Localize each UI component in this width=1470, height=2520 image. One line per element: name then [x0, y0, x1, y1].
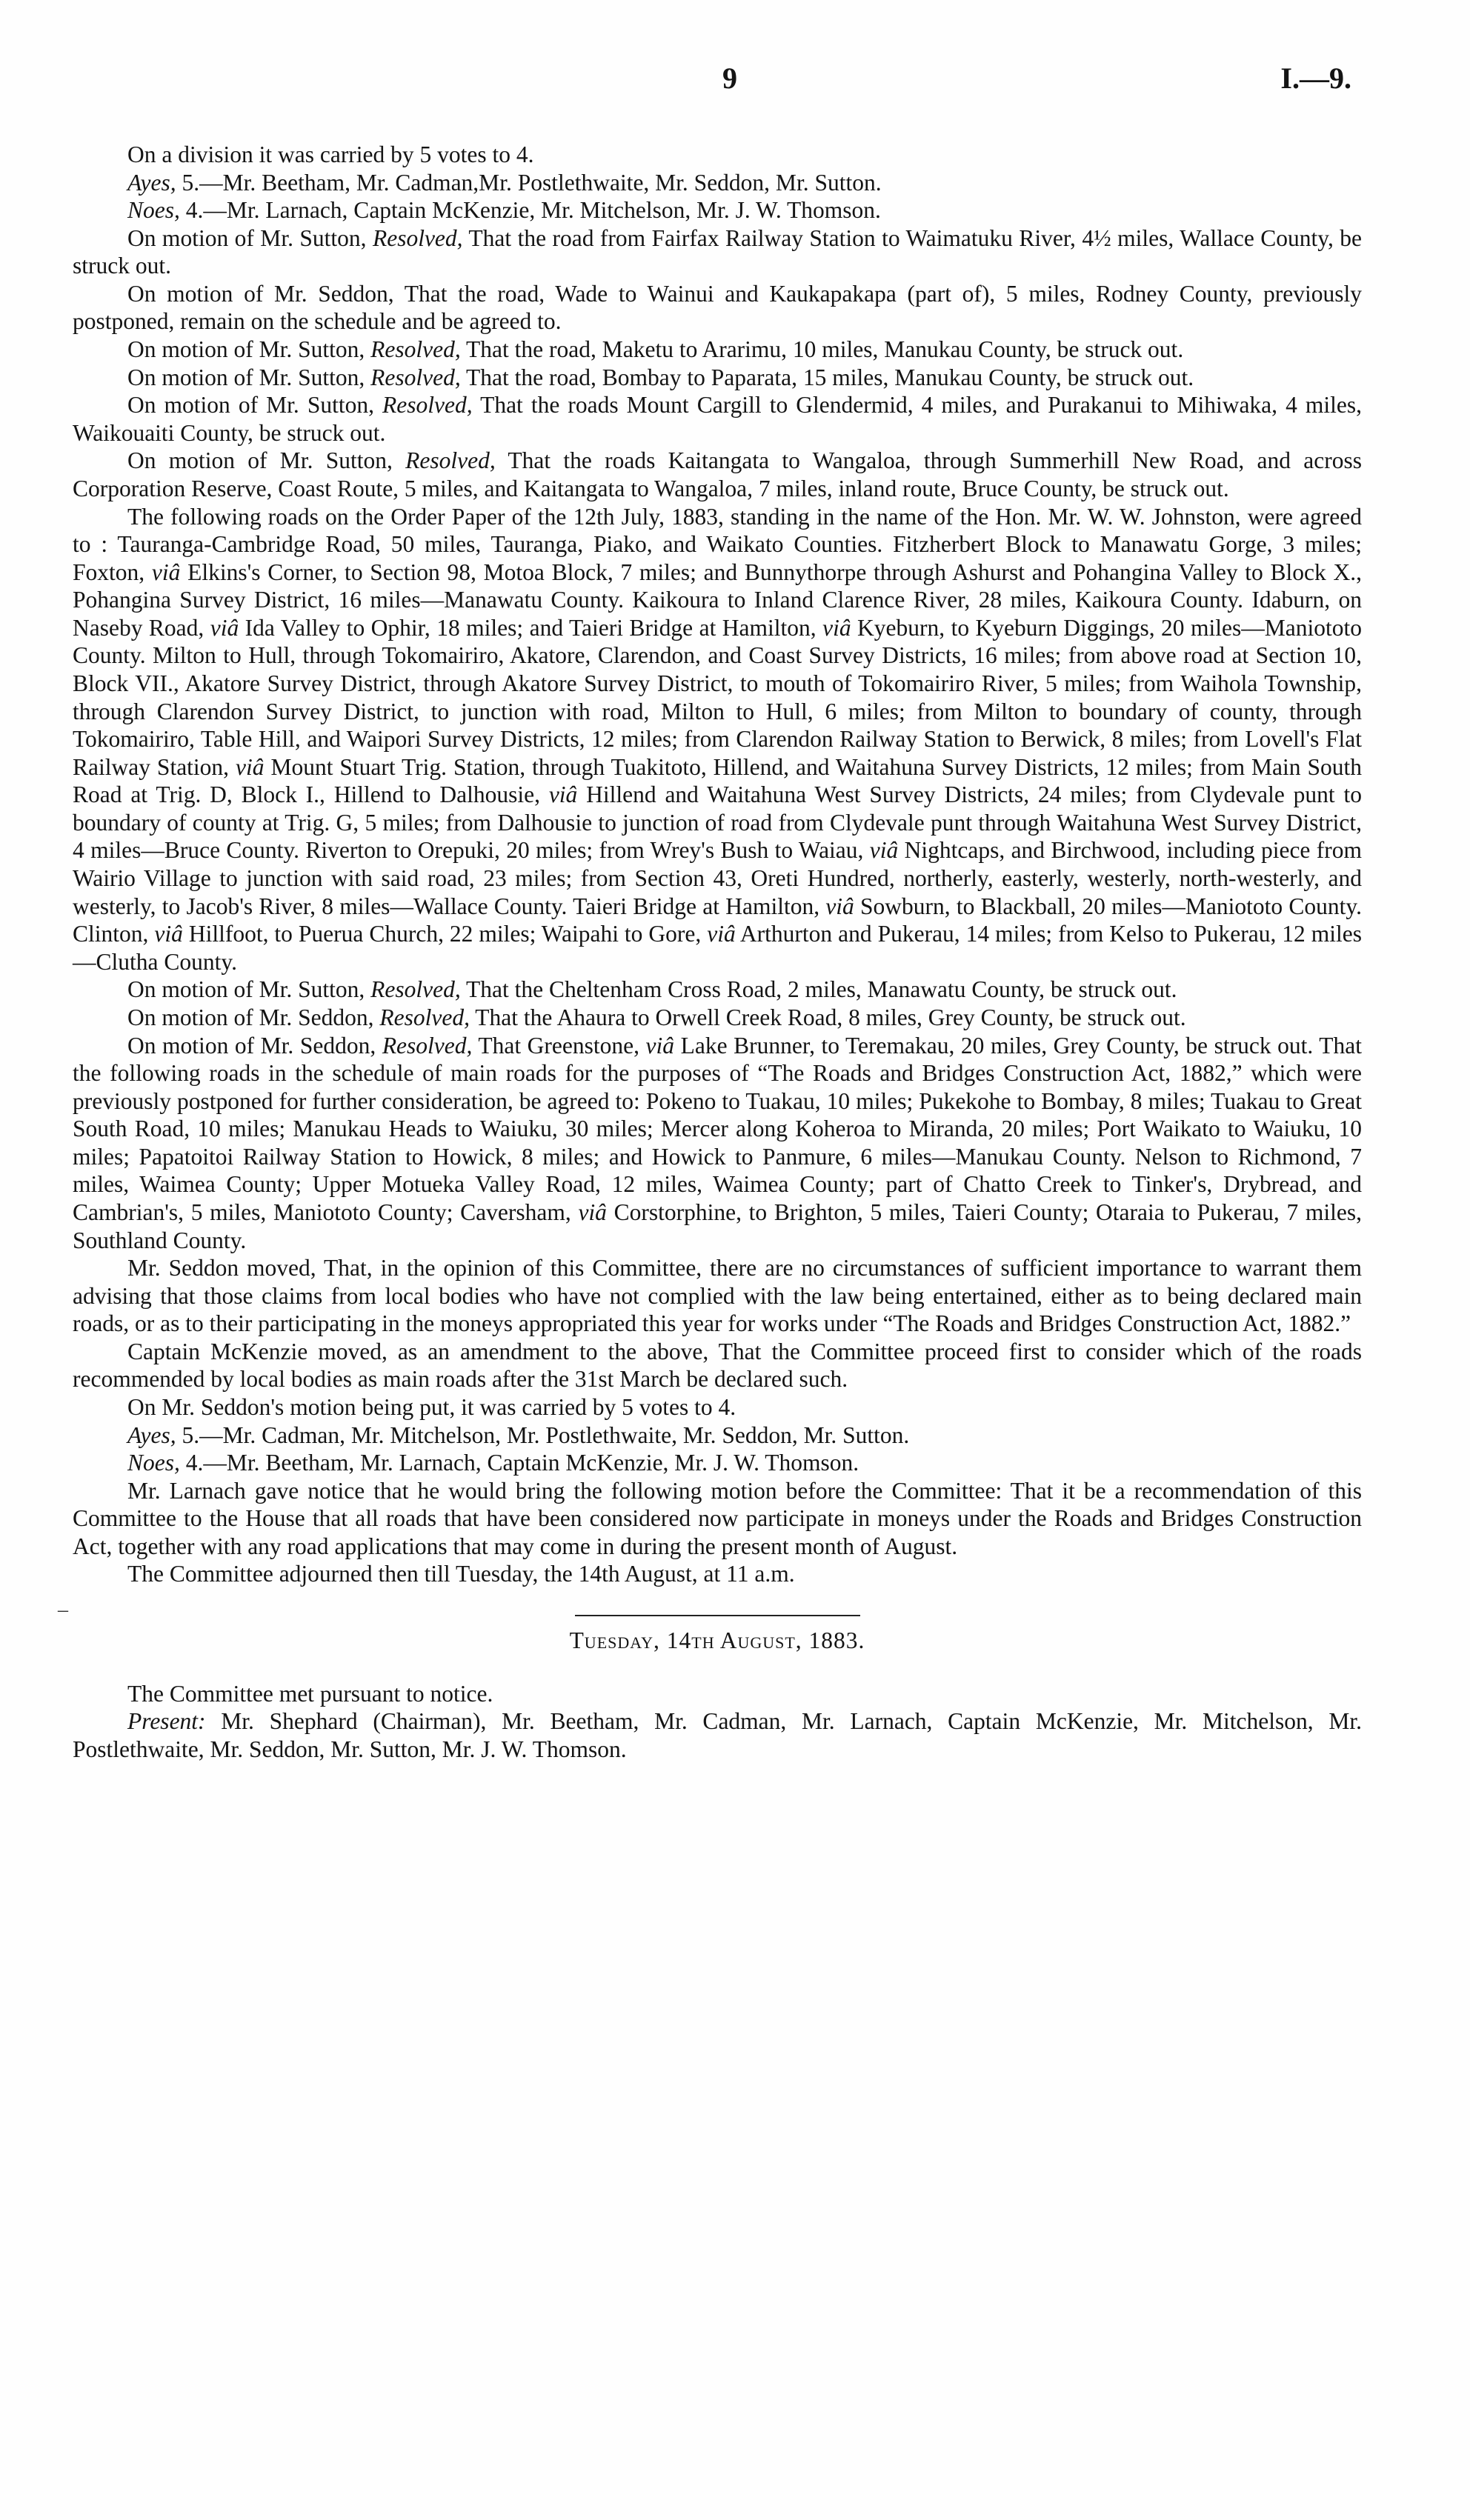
paragraph: On a division it was carried by 5 votes to 4. [127, 141, 534, 167]
page-number: 9 [722, 61, 737, 95]
document-body [73, 141, 1362, 1763]
paragraph: On motion of Mr. Sutton, Resolved, That the roads Kaitangata to Wangaloa, through Summerhill New Road, and across Corporation Reserve, Coast Route, 5 miles, and Kaitangata to Wangaloa, 7 miles, inland route, Bruce County, be struck out. [73, 447, 1363, 501]
paragraph: The Committee met pursuant to notice. [127, 1680, 493, 1707]
paragraph: Ayes, 5.—Mr. Cadman, Mr. Mitchelson, Mr. Postlethwaite, Mr. Seddon, Mr. Sutton. [127, 1421, 910, 1448]
paragraph: Mr. Seddon moved, That, in the opinion of this Committee, there are no circumstances of sufficient importance to warrant them advising that those claims from local bodies who have not complied with the law being entertained, either as to being declared main roads, or as to their participating in the moneys appropriated this year for works under “The Roads and Bridges Construction Act, 1882.” [73, 1255, 1362, 1337]
paragraph: On Mr. Seddon's motion being put, it was carried by 5 votes to 4. [127, 1394, 736, 1421]
paragraph: Present: Mr. Shephard (Chairman), Mr. Beetham, Mr. Cadman, Mr. Larnach, Captain McKenzie, Mr. Mitchelson, Mr. Postlethwaite, Mr. Seddon, Mr. Sutton, Mr. J. W. Thomson. [73, 1708, 1362, 1762]
paragraph: The Committee adjourned then till Tuesday, the 14th August, at 11 a.m. [127, 1561, 795, 1587]
margin-dash: – [58, 1599, 68, 1621]
paragraph: On motion of Mr. Sutton, Resolved, That the Cheltenham Cross Road, 2 miles, Manawatu County, be struck out. [127, 976, 1177, 1003]
section-divider [575, 1615, 860, 1616]
meeting-paragraphs [73, 1680, 1362, 1764]
paragraph: On motion of Mr. Sutton, Resolved, That the road, Maketu to Ararimu, 10 miles, Manukau County, be struck out. [127, 336, 1184, 363]
document-reference: I.—9. [1280, 61, 1351, 95]
paragraph: Noes, 4.—Mr. Larnach, Captain McKenzie, Mr. Mitchelson, Mr. J. W. Thomson. [127, 197, 881, 224]
paragraph: On motion of Mr. Seddon, Resolved, That Greenstone, viâ Lake Brunner, to Teremakau, 20 miles, Grey County, be struck out. That the following roads in the schedule of main roads for the purposes of “The Roads and Bridges Construction Act, 1882,” which were previously postponed for further consideration, be agreed to: Pokeno to Tuakau, 10 miles; Pukekohe to Bombay, 8 miles; Tuakau to Great South Road, 10 miles; Manukau Heads to Waiuku, 30 miles; Mercer along Koheroa to Miranda, 20 miles; Port Waikato to Waiuku, 10 miles; Papatoitoi Railway Station to Howick, 8 miles; and Howick to Panmure, 6 miles—Manukau County. Nelson to Richmond, 7 miles, Waimea County; Upper Motueka Valley Road, 12 miles, Waimea County; part of Chatto Creek to Tinker's, Drybread, and Cambrian's, 5 miles, Maniototo County; Caversham, viâ Corstorphine, to Brighton, 5 miles, Taieri County; Otaraia to Pukerau, 7 miles, Southland County. [73, 1032, 1363, 1253]
paragraph: Mr. Larnach gave notice that he would bring the following motion before the Committee: That it be a recommendation of this Committee to the House that all roads that have been considered now participate in moneys under the Roads and Bridges Construction Act, together with any road applications that may come in during the present month of August. [73, 1477, 1362, 1559]
paragraph: On motion of Mr. Sutton, Resolved, That the roads Mount Cargill to Glendermid, 4 miles, and Purakanui to Mihiwaka, 4 miles, Waikouaiti County, be struck out. [73, 392, 1363, 446]
meeting-date-heading: Tuesday, 14th August, 1883. [569, 1627, 865, 1654]
paragraph: On motion of Mr. Sutton, Resolved, That the road, Bombay to Paparata, 15 miles, Manukau County, be struck out. [127, 364, 1194, 390]
paragraph: The following roads on the Order Paper of the 12th July, 1883, standing in the name of the Hon. Mr. W. W. Johnston, were agreed to : Tauranga-Cambridge Road, 50 miles, Tauranga, Piako, and Waikato Counties. Fitzherbert Block to Manawatu Gorge, 3 miles; Foxton, viâ Elkins's Corner, to Section 98, Motoa Block, 7 miles; and Bunnythorpe through Ashurst and Pohangina Valley to Block X., Pohangina Survey District, 16 miles—Manawatu County. Kaikoura to Inland Clarence River, 28 miles, Kaikoura County. Idaburn, on Naseby Road, viâ Ida Valley to Ophir, 18 miles; and Taieri Bridge at Hamilton, viâ Kyeburn, to Kyeburn Diggings, 20 miles—Maniototo County. Milton to Hull, through Tokomairiro, Akatore, Clarendon, and Coast Survey Districts, 16 miles; from above road at Section 10, Block VII., Akatore Survey District, through Akatore Survey District, to mouth of Tokomairiro River, 5 miles; from Waihola Township, through Clarendon Survey District, to junction with road, Milton to Hull, 6 miles; from Milton to boundary of county, through Tokomairiro, Table Hill, and Waipori Survey Districts, 12 miles; from Clarendon Railway Station to Berwick, 8 miles; from Lovell's Flat Railway Station, viâ Mount Stuart Trig. Station, through Tuakitoto, Hillend, and Waitahuna Survey Districts, 12 miles; from Main South Road at Trig. D, Block I., Hillend to Dalhousie, viâ Hillend and Waitahuna West Survey Districts, 24 miles; from Clydevale punt to boundary of county at Trig. G, 5 miles; from Dalhousie to junction of road from Clydevale punt through Waitahuna West Survey District, 4 miles—Bruce County. Riverton to Orepuki, 20 miles; from Wrey's Bush to Waiau, viâ Nightcaps, and Birchwood, including piece from Wairio Village to junction with said road, 23 miles; from Section 43, Oreti Hundred, northerly, easterly, westerly, north-westerly, and westerly, to Jacob's River, 8 miles—Wallace County. Taieri Bridge at Hamilton, viâ Sowburn, to Blackball, 20 miles—Maniototo County. Clinton, viâ Hillfoot, to Puerua Church, 22 miles; Waipahi to Gore, viâ Arthurton and Pukerau, 14 miles; from Kelso to Pukerau, 12 miles—Clutha County. [73, 503, 1363, 975]
paragraph: On motion of Mr. Sutton, Resolved, That the road from Fairfax Railway Station to Waimatuku River, 4½ miles, Wallace County, be struck out. [73, 224, 1362, 279]
minutes-paragraphs [73, 141, 1362, 1588]
paragraph: On motion of Mr. Seddon, Resolved, That the Ahaura to Orwell Creek Road, 8 miles, Grey County, be struck out. [127, 1004, 1186, 1030]
paragraph: Ayes, 5.—Mr. Beetham, Mr. Cadman,Mr. Postlethwaite, Mr. Seddon, Mr. Sutton. [127, 169, 882, 196]
paragraph: Captain McKenzie moved, as an amendment to the above, That the Committee proceed first to consider which of the roads recommended by local bodies as main roads after the 31st March be declared such. [73, 1338, 1362, 1393]
paragraph: On motion of Mr. Seddon, That the road, Wade to Wainui and Kaukapakapa (part of), 5 miles, Rodney County, previously postponed, remain on the schedule and be agreed to. [73, 280, 1362, 335]
paragraph: Noes, 4.—Mr. Beetham, Mr. Larnach, Captain McKenzie, Mr. J. W. Thomson. [127, 1450, 859, 1476]
